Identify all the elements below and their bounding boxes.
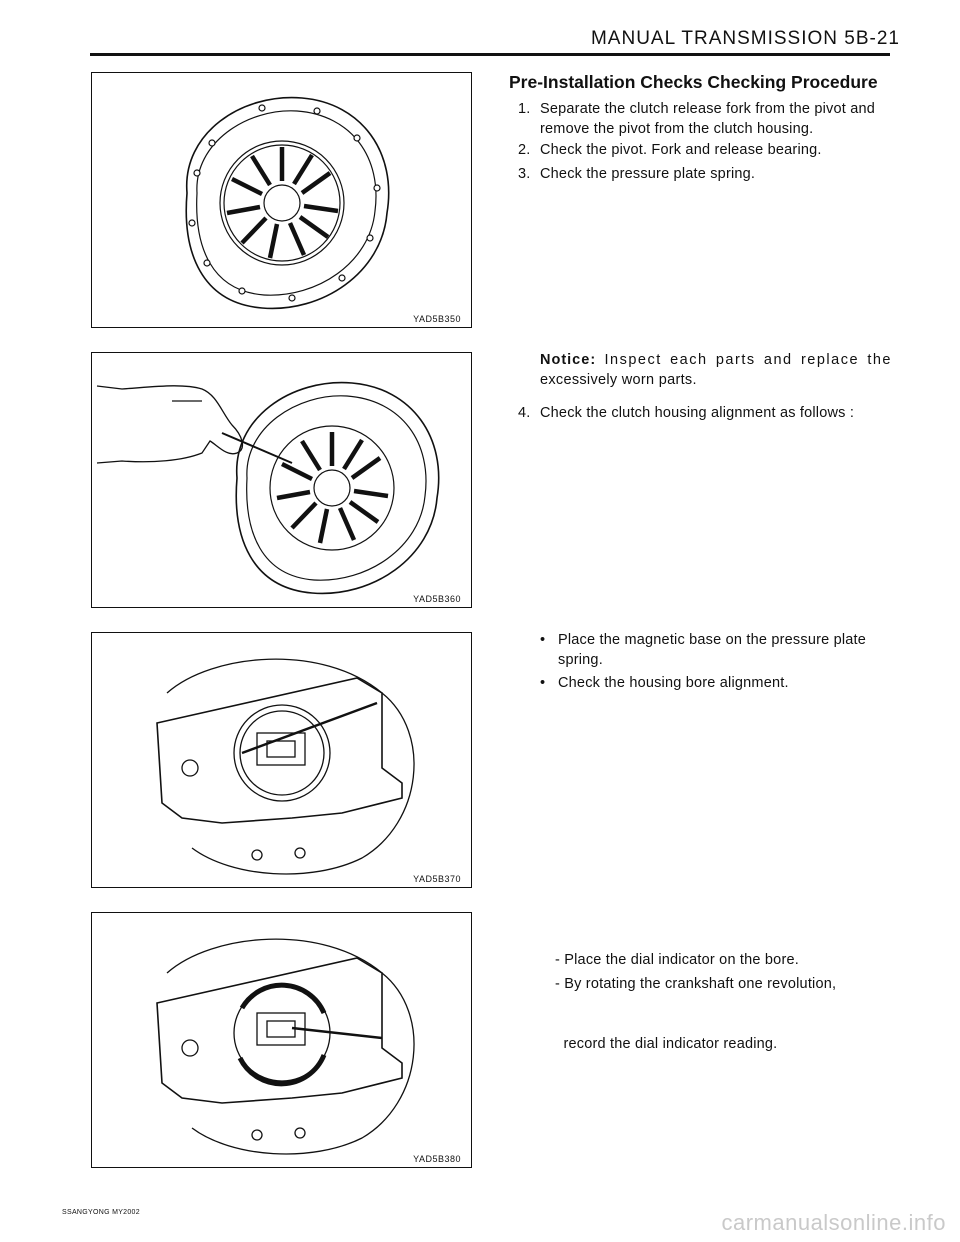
page-footer: SSANGYONG MY2002: [62, 1209, 140, 1216]
figure-code: YAD5B380: [413, 1154, 461, 1164]
step-text: Check the clutch housing alignment as follows :: [540, 405, 855, 421]
notice-block: [540, 350, 892, 390]
step-number: 3.: [518, 166, 531, 182]
dash-text-line: - By rotating the crankshaft one revolution,: [555, 976, 837, 992]
header-rule: [90, 53, 890, 56]
step-number: 4.: [518, 405, 531, 421]
clutch-plate-illustration: [92, 73, 473, 329]
figure-dial-indicator: [91, 912, 472, 1168]
step-text-line: remove the pivot from the clutch housing.: [540, 121, 814, 137]
step-4: [518, 403, 898, 423]
bullet-symbol: •: [540, 675, 546, 691]
step-3: [518, 164, 898, 184]
figure-inspect-pressure-plate: [91, 352, 472, 608]
dash-item: [555, 934, 895, 1074]
figure-code: YAD5B350: [413, 314, 461, 324]
step-text: Check the pivot. Fork and release bearing.: [540, 142, 822, 158]
dash-text-line: - Place the dial indicator on the bore.: [555, 952, 799, 968]
figure-code: YAD5B360: [413, 594, 461, 604]
notice-label: Notice:: [540, 352, 597, 368]
section-title: Pre-Installation Checks Checking Procedure: [509, 72, 878, 92]
step-number: 2.: [518, 142, 531, 158]
figure-code: YAD5B370: [413, 874, 461, 884]
bullet-item: [540, 673, 895, 693]
dash-text-line: record the dial indicator reading.: [555, 1036, 778, 1052]
notice-text-line: Inspect each parts and replace the: [604, 352, 893, 368]
step-text: Check the pressure plate spring.: [540, 166, 756, 182]
magnetic-base-illustration: [92, 633, 473, 889]
step-text-line: Separate the clutch release fork from the pivot and: [540, 101, 876, 117]
bullet-text-line: Check the housing bore alignment.: [558, 675, 789, 691]
bullet-symbol: •: [540, 632, 546, 648]
page-header-title: MANUAL TRANSMISSION 5B-21: [590, 28, 900, 49]
step-2: [518, 140, 898, 160]
bullet-text-line: Place the magnetic base on the pressure plate: [558, 632, 867, 648]
watermark: carmanualsonline.info: [721, 1210, 946, 1235]
notice-text-line: excessively worn parts.: [540, 372, 697, 388]
step-number: 1.: [518, 101, 531, 117]
figure-clutch-pressure-plate: [91, 72, 472, 328]
figure-magnetic-base: [91, 632, 472, 888]
dial-indicator-illustration: [92, 913, 473, 1169]
bullet-item: [540, 630, 895, 670]
bullet-text-line: spring.: [558, 652, 603, 668]
step-1: [518, 99, 898, 139]
hand-probe-illustration: [92, 353, 473, 609]
